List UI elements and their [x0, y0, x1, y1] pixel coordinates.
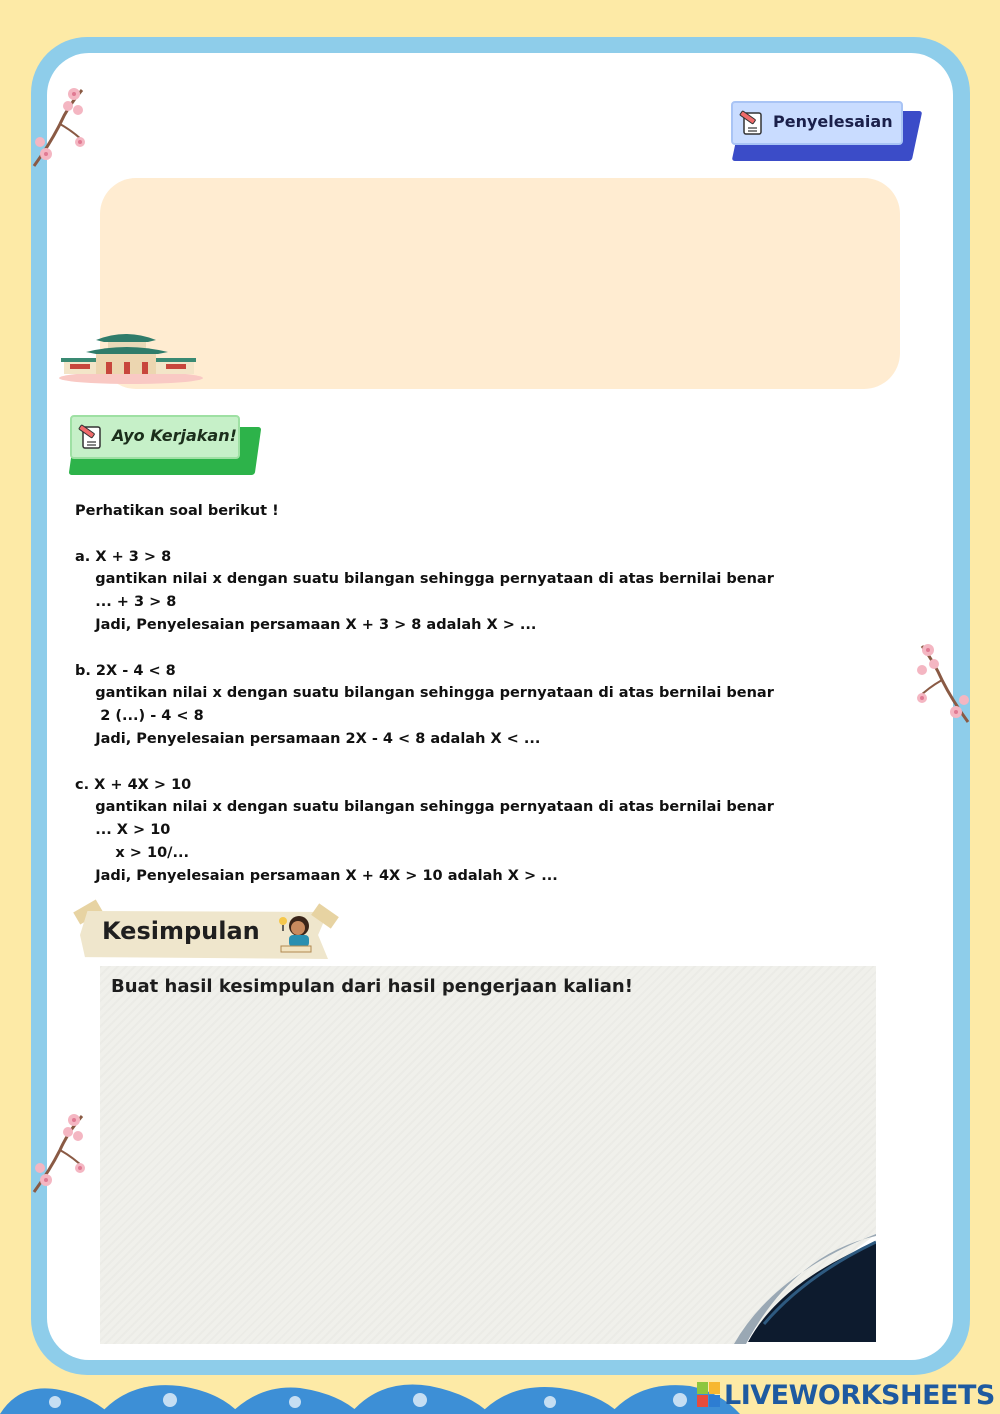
- liveworksheets-logo-icon: [697, 1382, 721, 1408]
- problem-a-blank: ... + 3 > 8: [75, 594, 177, 611]
- problem-b-conclusion: Jadi, Penyelesaian persamaan 2X - 4 < 8 adalah X < ...: [75, 730, 541, 747]
- problem-c-fraction: x > 10/...: [75, 844, 189, 861]
- work-tag-face: [70, 415, 240, 459]
- cherry-blossom-icon: [30, 1110, 88, 1196]
- problem-c-conclusion: Jadi, Penyelesaian persamaan X + 4X > 10 adalah X > ...: [75, 867, 558, 884]
- solution-tag-face: [731, 101, 903, 145]
- work-tag-label: Ayo Kerjakan!: [112, 426, 237, 445]
- liveworksheets-brand[interactable]: [697, 1378, 995, 1412]
- problem-a-conclusion: Jadi, Penyelesaian persamaan X + 3 > 8 adalah X > ...: [75, 616, 537, 633]
- brand-name: LIVEWORKSHEETS: [724, 1379, 995, 1411]
- conclusion-banner: [75, 905, 337, 963]
- solution-tag: [731, 101, 919, 163]
- problem-b-statement: b. 2X - 4 < 8: [75, 662, 176, 679]
- work-tag: [70, 415, 260, 477]
- cherry-blossom-icon: [914, 640, 972, 726]
- solution-answer-box[interactable]: [100, 178, 900, 389]
- temple-icon: [56, 326, 206, 386]
- problem-b-blank: 2 (...) - 4 < 8: [75, 708, 204, 725]
- problem-c-blank: ... X > 10: [75, 822, 171, 839]
- pencil-paper-icon: [78, 423, 104, 451]
- conclusion-prompt: Buat hasil kesimpulan dari hasil pengerjaan kalian!: [111, 976, 633, 997]
- problem-intro: Perhatikan soal berikut !: [75, 503, 279, 519]
- solution-tag-label: Penyelesaian: [773, 112, 893, 131]
- page-curl-icon: [734, 1234, 876, 1344]
- problem-a-statement: a. X + 3 > 8: [75, 548, 172, 565]
- conclusion-answer-area[interactable]: [100, 966, 876, 1344]
- problem-c-statement: c. X + 4X > 10: [75, 776, 192, 793]
- problem-b-instruction: gantikan nilai x dengan suatu bilangan sehingga pernyataan di atas bernilai benar: [75, 685, 774, 702]
- cherry-blossom-icon: [30, 84, 88, 170]
- problem-a-instruction: gantikan nilai x dengan suatu bilangan sehingga pernyataan di atas bernilai benar: [75, 571, 774, 588]
- girl-writing-icon: [275, 913, 317, 957]
- problem-c-instruction: gantikan nilai x dengan suatu bilangan sehingga pernyataan di atas bernilai benar: [75, 799, 774, 816]
- problem-list: [75, 500, 775, 888]
- conclusion-title: Kesimpulan: [102, 917, 260, 945]
- pencil-paper-icon: [739, 109, 765, 137]
